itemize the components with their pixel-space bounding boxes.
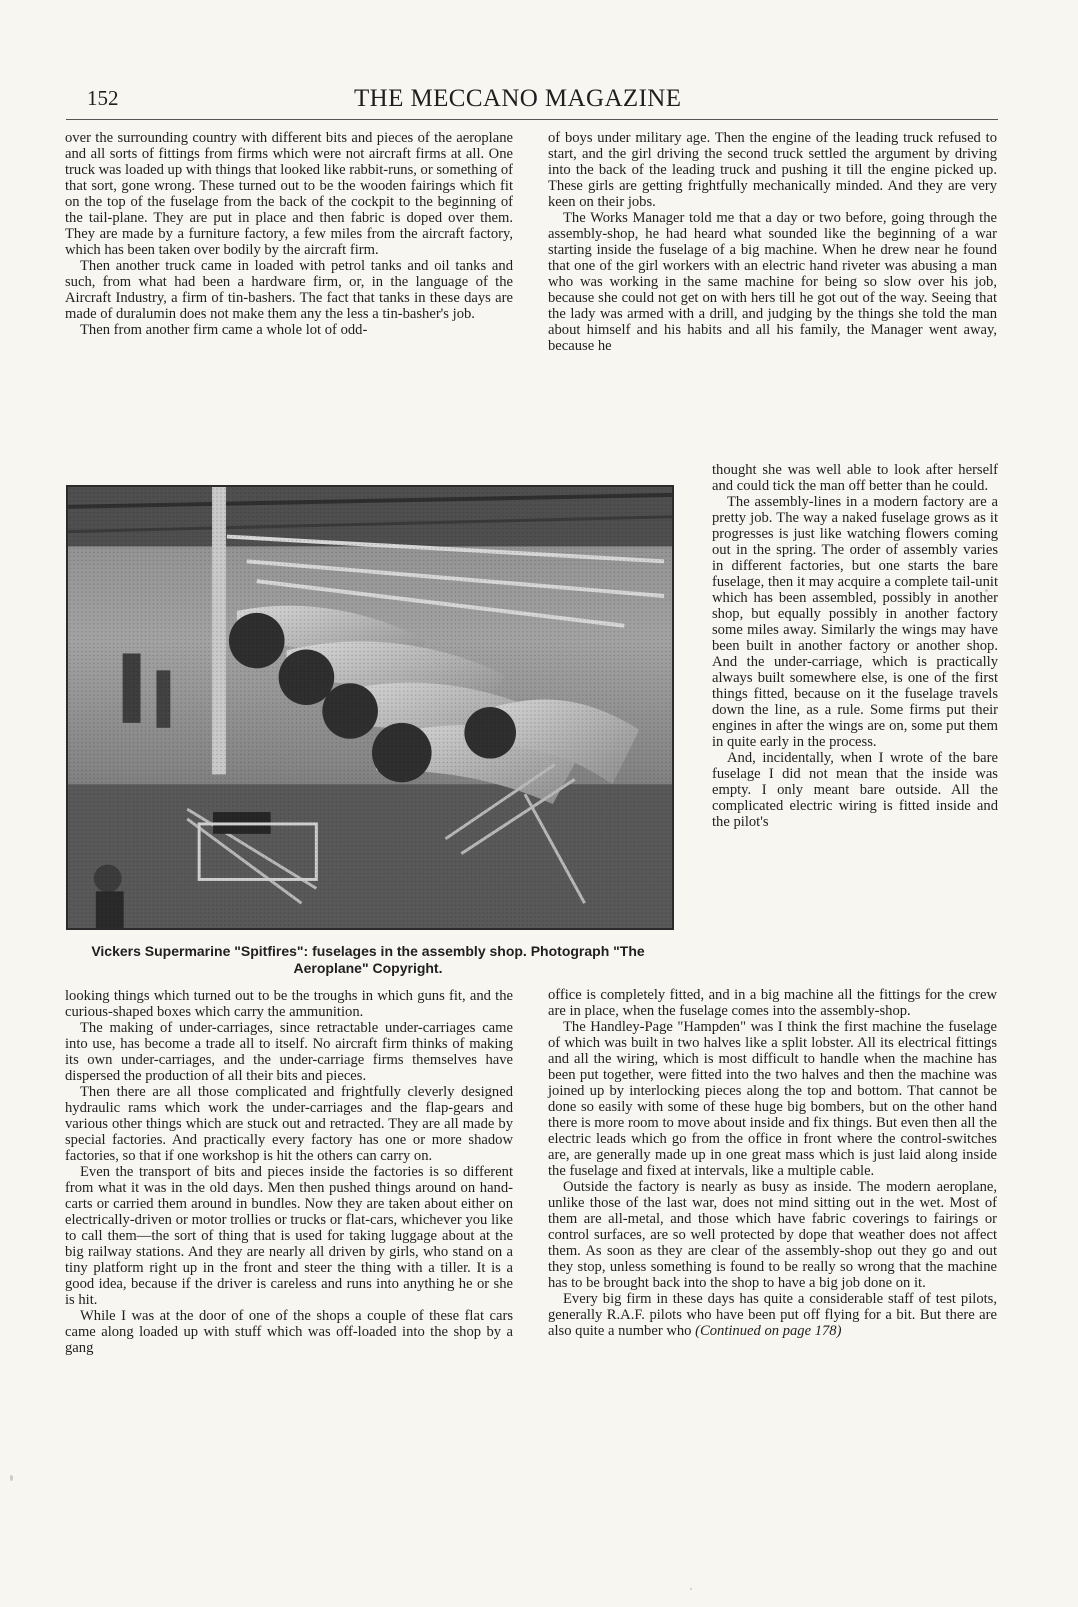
article-paragraph: The Handley-Page "Hampden" was I think the first machine the fuselage of which was built in two halves like a split lobster. All its electrical fittings and all the wiring, which is most difficult to handle when the machine has been put together, were fitted into the two halves and then the machine was joined up by interlocking pieces along the top and bottom. That cannot be done so easily with some of these huge big bombers, but on the other hand there is more room to move about inside and fix things. But even then all the electric leads which go from the office in front where the control-switches are, are generally made up in one great mass which is just laid along inside the fuselage and fixed at intervals, like a multiple cable.	[548, 1019, 997, 1179]
article-paragraph: The Works Manager told me that a day or two before, going through the assembly-shop, he had heard what sounded like the beginning of a war starting inside the fuselage of a big machine. When he drew near he found that one of the girl workers with an electric hand riveter was abusing a man who was working in the same machine for being so slow over his job, because she could not get on with hers till he got out of the way. Seeing that the lady was armed with a drill, and judging by the things she told the man about himself and his habits and all his family, the Manager went away, because he	[548, 210, 997, 354]
article-paragraph: Then another truck came in loaded with petrol tanks and oil tanks and such, from what had been a hardware firm, or, in the language of the Aircraft Industry, a firm of tin-bashers. The fact that tanks in these days are made of duralumin does not make them any the less a tin-basher's job.	[65, 258, 513, 322]
article-paragraph: Then there are all those complicated and frightfully cleverly designed hydraulic rams which work the under-carriages and the flap-gears and various other things which are stuck out and retracted. They are all made by special factories. And practically every factory has one or more shadow factories, so that if one workshop is hit the others can carry on.	[65, 1084, 513, 1164]
article-paragraph: While I was at the door of one of the shops a couple of these flat cars came along loaded up with stuff which was off-loaded into the shop by a gang	[65, 1308, 513, 1356]
article-paragraph	[548, 1291, 997, 1339]
article-paragraph: of boys under military age. Then the engine of the leading truck refused to start, and the girl driving the second truck settled the argument by driving into the back of the leading truck and pushing it till the engine picked up. These girls are getting frightfully mechanically minded. And they are very keen on their jobs.	[548, 130, 997, 210]
article-paragraph: thought she was well able to look after herself and could tick the man off better than he could.	[712, 462, 998, 494]
article-paragraph: looking things which turned out to be the troughs in which guns fit, and the curious-shaped boxes which carry the ammunition.	[65, 988, 513, 1020]
header-rule	[66, 119, 998, 120]
continued-note: (Continued on page 178)	[695, 1323, 842, 1339]
article-paragraph: And, incidentally, when I wrote of the bare fuselage I did not mean that the inside was empty. I only meant bare outside. All the complicated electric wiring is fitted inside and the pilot's	[712, 750, 998, 830]
left-column-bottom	[65, 988, 513, 1356]
article-paragraph: Outside the factory is nearly as busy as inside. The modern aeroplane, unlike those of the last war, does not mind sitting out in the wet. Most of them are all-metal, and those which have fabric coverings to fairings or control surfaces, are so well protected by dope that weather does not affect them. As soon as they are clear of the assembly-shop out they go and out they stop, unless something is found to be really so wrong that the machine has to be brought back into the shop to have a big job done on it.	[548, 1179, 997, 1291]
page-number: 152	[87, 86, 119, 110]
right-column-bottom	[548, 987, 997, 1339]
photo-caption: Vickers Supermarine "Spitfires": fuselages in the assembly shop. Photograph "The Aeroplane" Copyright.	[91, 943, 645, 976]
article-text: Every big firm in these days has quite a considerable staff of test pilots, generally R.A.F. pilots who have been put off flying for a bit. But there are also quite a number who	[548, 1291, 997, 1339]
right-column-top	[548, 130, 997, 354]
article-paragraph: office is completely fitted, and in a big machine all the fittings for the crew are in place, when the fuselage comes into the assembly-shop.	[548, 987, 997, 1019]
article-paragraph: Then from another firm came a whole lot of odd-	[80, 322, 368, 338]
spitfire-assembly-photo	[66, 485, 674, 930]
paper-speck	[690, 1588, 692, 1590]
right-column-wrap	[712, 462, 998, 830]
left-column-top	[65, 130, 513, 338]
article-paragraph: Even the transport of bits and pieces inside the factories is so different from what it was in the old days. Men then pushed things around on hand-carts or carried them around in bundles. Now they are taken about either on electrically-driven or motor trollies or trucks or flat-cars, whichever you like to call them—the sort of thing that is used for taking luggage about at the big railway stations. And they are nearly all driven by girls, who stand on a tiny platform right up in the front and steer the thing with a tiller. It is a good idea, because if the driver is careless and runs into anything he or she is hit.	[65, 1164, 513, 1308]
paper-speck	[10, 1475, 13, 1481]
article-paragraph: The assembly-lines in a modern factory are a pretty job. The way a naked fuselage grows as it progresses is just like watching flowers coming out in the spring. The order of assembly varies in different factories, but one starts the bare fuselage, then it may acquire a complete tail-unit which has been assembled, possibly in another shop, but equally possibly in another factory some miles away. Similarly the wings may have been built in another factory or another shop. And the under-carriage, which is practically always built somewhere else, is one of the first things fitted, because on it the fuselage travels down the line, as a rule. Some firms put their engines in after the wings are on, some put them in quite early in the process.	[712, 494, 998, 750]
paper-speck	[985, 589, 988, 592]
article-paragraph: over the surrounding country with different bits and pieces of the aeroplane and all sorts of fittings from firms which were not aircraft firms at all. One truck was loaded up with things that looked like rabbit-runs, or something of that sort, gone wrong. These turned out to be the wooden fairings which fit on the top of the fuselage from the back of the cockpit to the beginning of the tail-plane. They are put in place and then fabric is doped over them. They are made by a furniture factory, a few miles from the aircraft factory, which has been taken over bodily by the aircraft firm.	[65, 130, 513, 258]
halftone-photo	[68, 487, 672, 928]
magazine-title: THE MECCANO MAGAZINE	[354, 85, 682, 112]
article-paragraph: The making of under-carriages, since retractable under-carriages came into use, has become a trade all to itself. No aircraft firm thinks of making its own under-carriages, and the under-carriage firms themselves have dispersed the production of all their bits and pieces.	[65, 1020, 513, 1084]
